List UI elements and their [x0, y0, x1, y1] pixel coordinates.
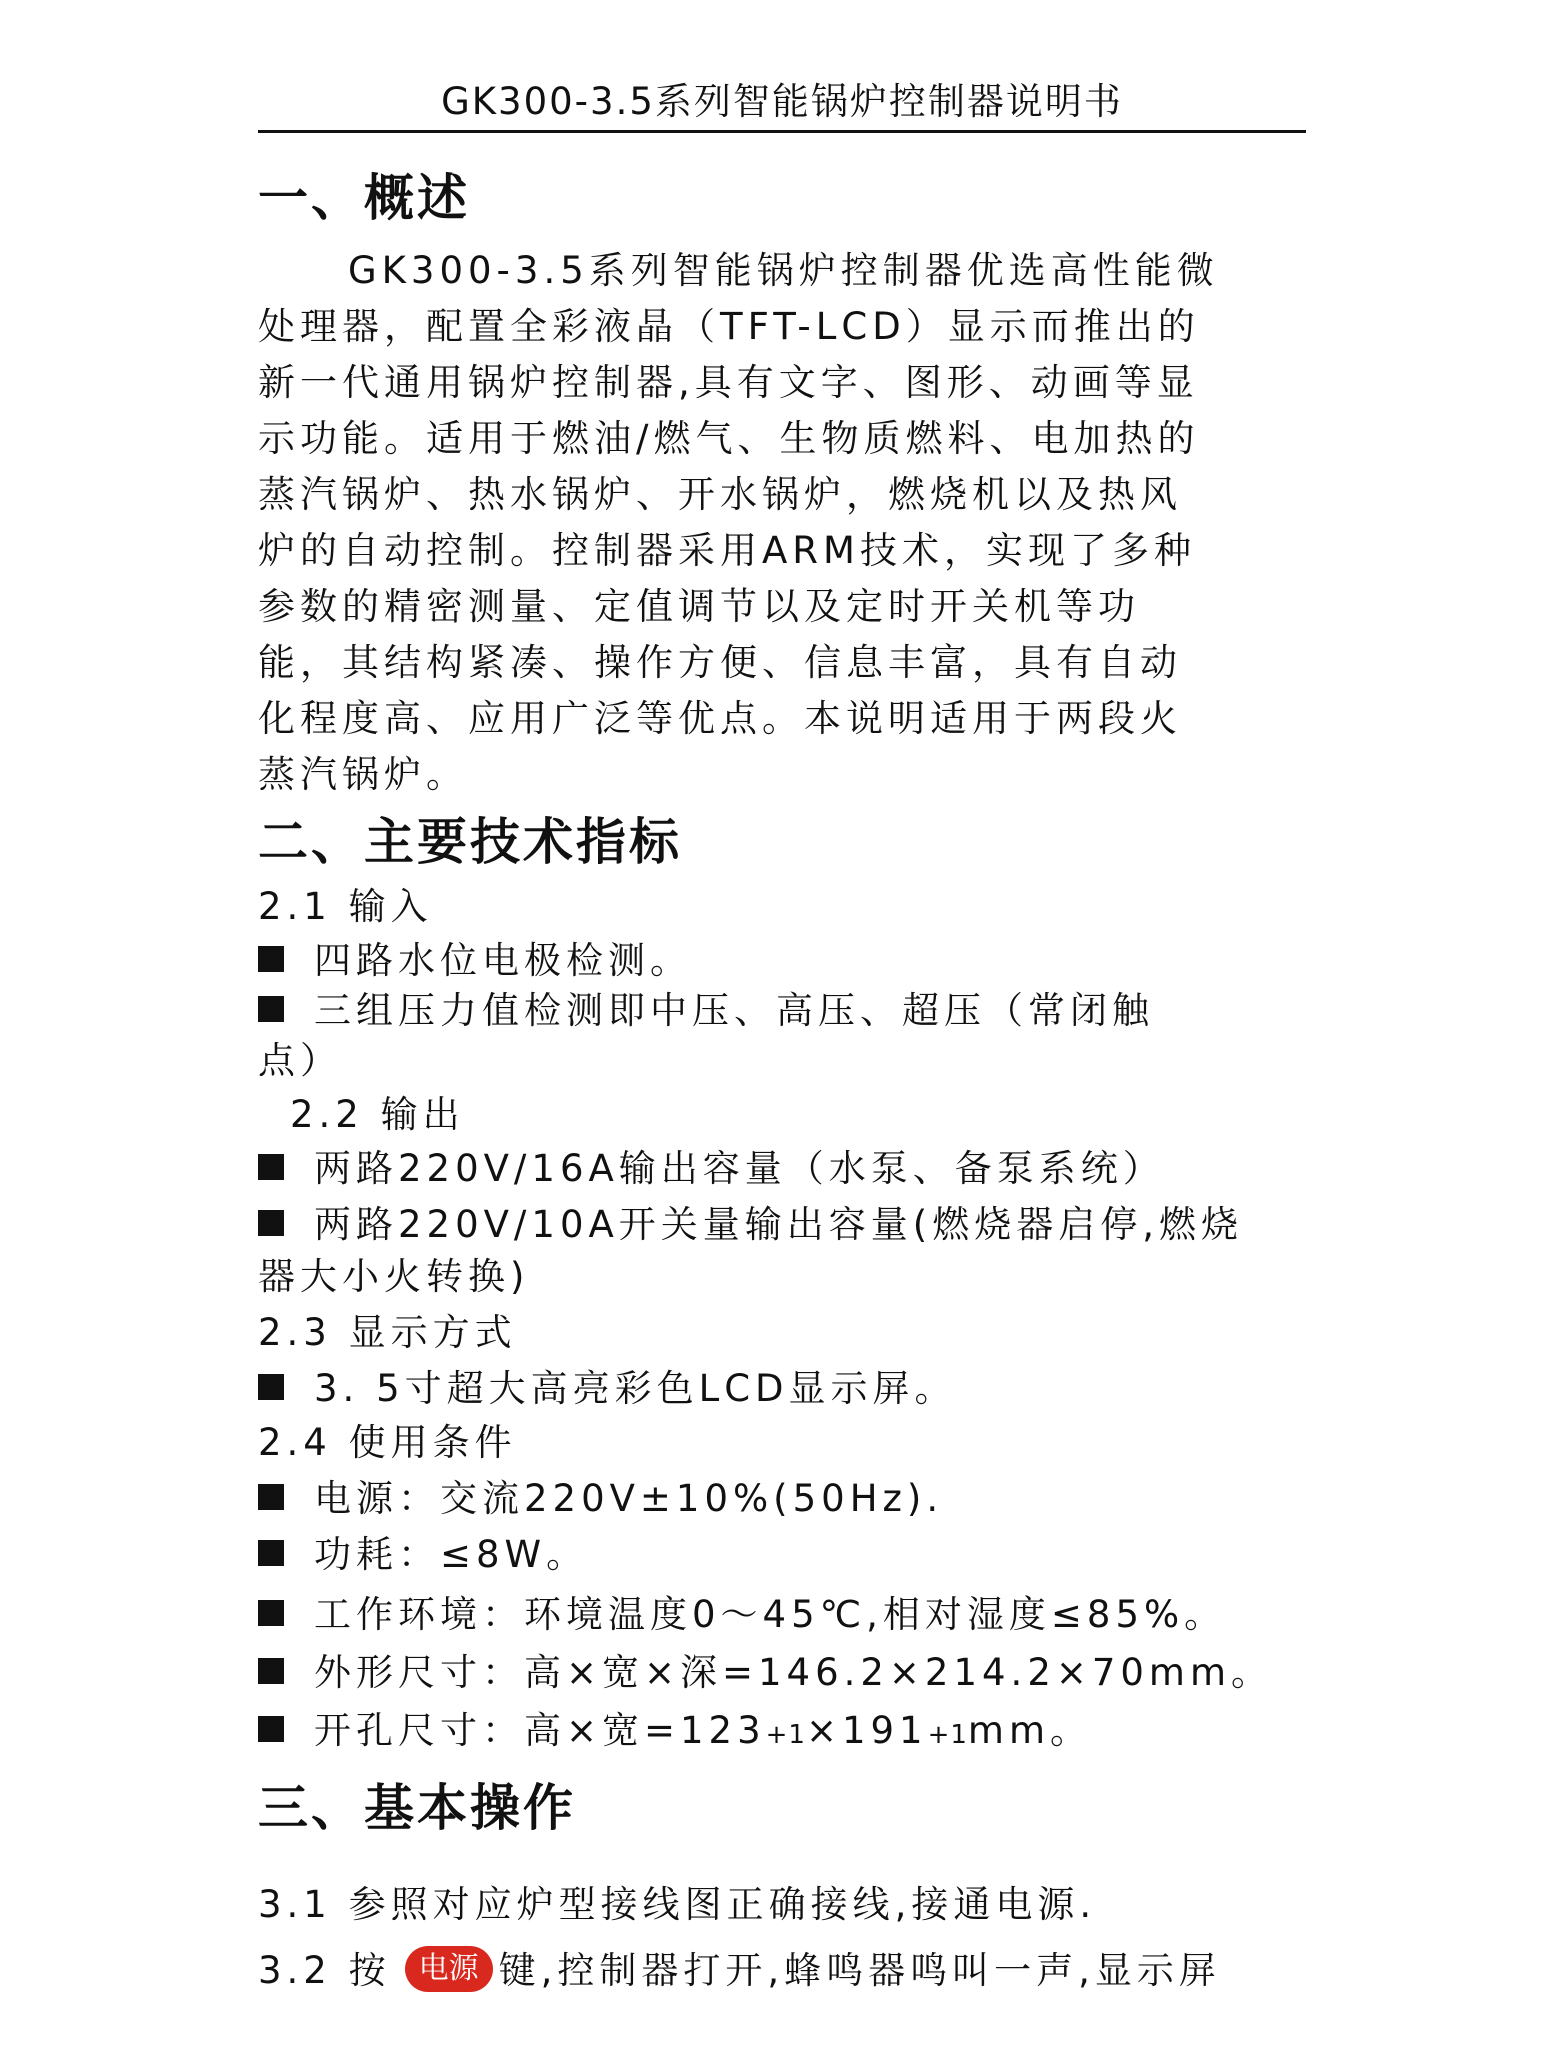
spec-item: 功耗：≤8W。: [258, 1530, 588, 1580]
bullet-square-icon: [258, 1154, 284, 1180]
spec-item: 四路水位电极检测。: [258, 936, 692, 986]
page-header: GK300-3.5系列智能锅炉控制器说明书: [258, 74, 1306, 133]
overview-line: 示功能。适用于燃油/燃气、生物质燃料、电加热的: [258, 417, 1200, 460]
overview-line: 蒸汽锅炉。: [258, 753, 468, 796]
spec-item: 3. 5寸超大高亮彩色LCD显示屏。: [258, 1364, 957, 1414]
overview-line: 新一代通用锅炉控制器,具有文字、图形、动画等显: [258, 361, 1199, 404]
spec-item-cont: 器大小火转换): [258, 1255, 530, 1298]
overview-line: 处理器，配置全彩液晶（TFT-LCD）显示而推出的: [258, 305, 1200, 348]
bullet-square-icon: [258, 1484, 284, 1510]
subsection-title-display: 2.3 显示方式: [258, 1311, 517, 1354]
spec-item: 两路220V/16A输出容量（水泵、备泵系统）: [258, 1144, 1165, 1194]
overview-line: 炉的自动控制。控制器采用ARM技术，实现了多种: [258, 529, 1196, 572]
bullet-square-icon: [258, 946, 284, 972]
section-heading-overview: 一、概述: [258, 169, 470, 227]
spec-item-cutout: 开孔尺寸：高×宽=123+1×191+1mm。: [258, 1706, 1092, 1760]
spec-item: 两路220V/10A开关量输出容量(燃烧器启停,燃烧: [258, 1200, 1243, 1250]
subsection-title-output: 2.2 输出: [290, 1093, 465, 1136]
overview-line: GK300-3.5系列智能锅炉控制器优选高性能微: [348, 249, 1219, 292]
bullet-square-icon: [258, 996, 284, 1022]
bullet-square-icon: [258, 1374, 284, 1400]
bullet-square-icon: [258, 1210, 284, 1236]
bullet-square-icon: [258, 1540, 284, 1566]
subsection-title-input: 2.1 输入: [258, 885, 433, 928]
spec-item: 电源：交流220V±10%(50Hz).: [258, 1474, 943, 1524]
overview-line: 化程度高、应用广泛等优点。本说明适用于两段火: [258, 697, 1182, 740]
operation-step: 3.2 按 电源 键,控制器打开,蜂鸣器鸣叫一声,显示屏: [258, 1946, 1221, 1996]
spec-item: 三组压力值检测即中压、高压、超压（常闭触: [258, 986, 1154, 1036]
bullet-square-icon: [258, 1600, 284, 1626]
section-heading-operation: 三、基本操作: [258, 1779, 576, 1837]
spec-item-cont: 点）: [258, 1039, 342, 1082]
subsection-title-conditions: 2.4 使用条件: [258, 1421, 517, 1464]
operation-step: 3.1 参照对应炉型接线图正确接线,接通电源.: [258, 1883, 1097, 1926]
spec-item: 外形尺寸：高×宽×深=146.2×214.2×70mm。: [258, 1648, 1273, 1698]
overview-line: 参数的精密测量、定值调节以及定时开关机等功: [258, 585, 1140, 628]
bullet-square-icon: [258, 1716, 284, 1742]
section-heading-specs: 二、主要技术指标: [258, 813, 682, 871]
bullet-square-icon: [258, 1658, 284, 1684]
power-key-label: 电源: [405, 1946, 493, 1992]
overview-line: 蒸汽锅炉、热水锅炉、开水锅炉，燃烧机以及热风: [258, 473, 1182, 516]
spec-item: 工作环境：环境温度0～45℃,相对湿度≤85%。: [258, 1590, 1226, 1640]
overview-line: 能，其结构紧凑、操作方便、信息丰富，具有自动: [258, 641, 1182, 684]
